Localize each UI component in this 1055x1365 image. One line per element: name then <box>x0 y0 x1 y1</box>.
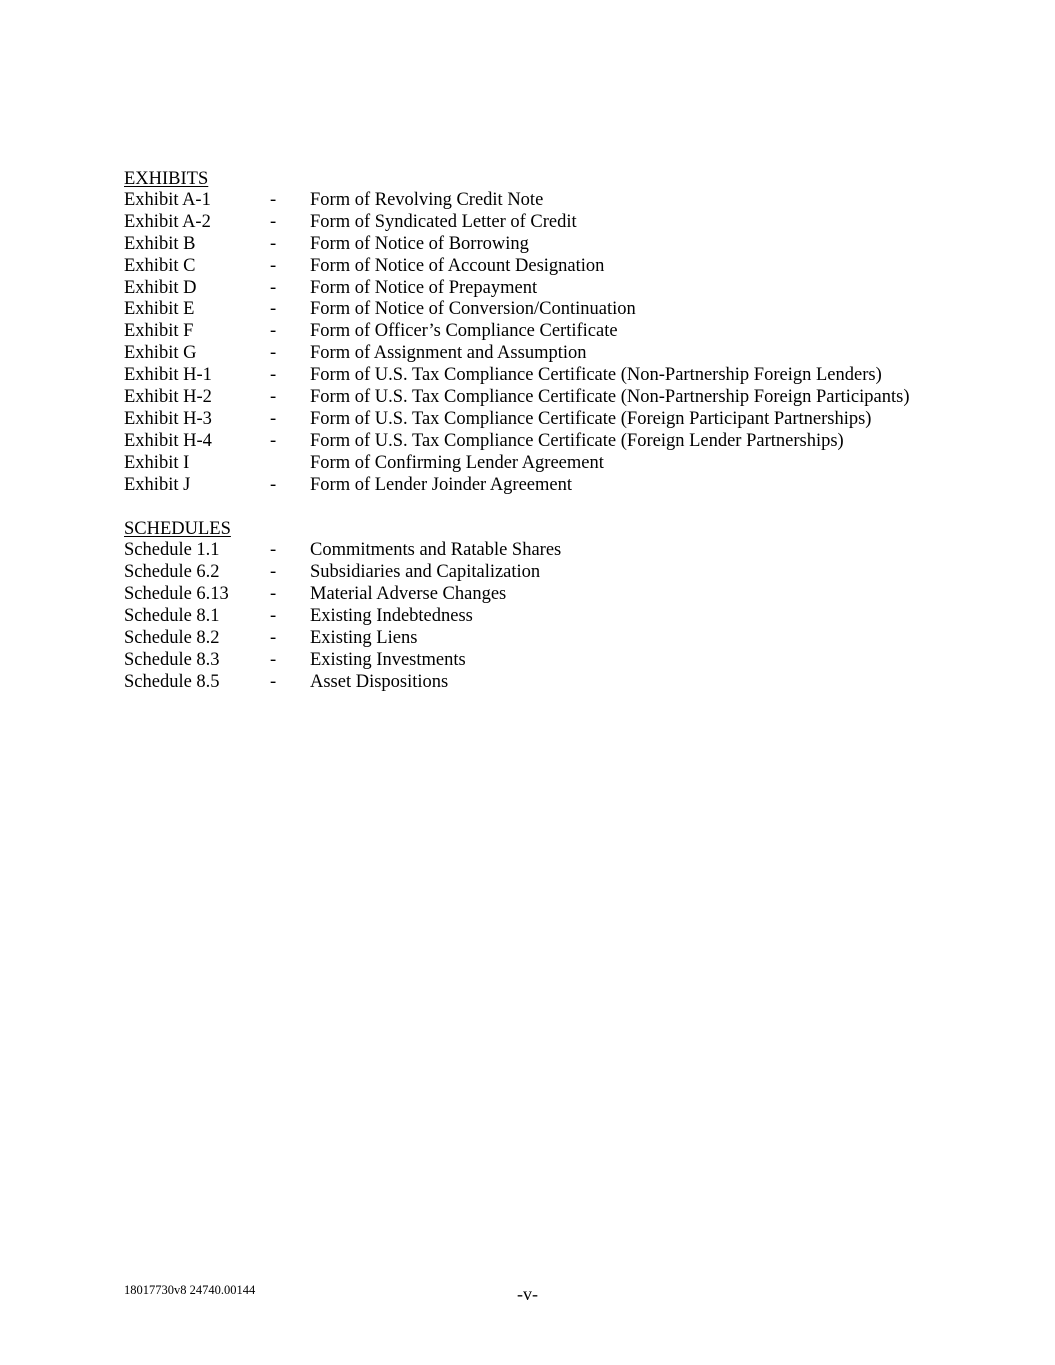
schedule-description: Existing Investments <box>310 649 466 670</box>
schedule-row <box>124 606 1004 628</box>
exhibit-dash: - <box>270 190 277 210</box>
schedule-dash: - <box>270 584 277 605</box>
schedule-row <box>124 628 1004 650</box>
exhibit-description: Form of U.S. Tax Compliance Certificate (Foreign Participant Partnerships) <box>310 408 872 429</box>
exhibit-label: Exhibit D <box>124 277 197 298</box>
document-id: 18017730v8 24740.00144 <box>124 1283 256 1297</box>
exhibit-label: Exhibit A-2 <box>124 211 211 232</box>
exhibit-row <box>124 212 1004 234</box>
schedule-dash: - <box>270 562 277 583</box>
schedule-label: Schedule 8.1 <box>124 606 220 627</box>
exhibit-label: Exhibit J <box>124 474 191 495</box>
schedule-description: Commitments and Ratable Shares <box>310 540 562 561</box>
exhibit-dash: - <box>270 321 277 342</box>
exhibit-label: Exhibit A-1 <box>124 190 211 210</box>
exhibit-description: Form of Revolving Credit Note <box>310 190 544 210</box>
exhibit-label: Exhibit E <box>124 299 195 320</box>
exhibit-dash: - <box>270 211 277 232</box>
schedule-row <box>124 584 1004 606</box>
exhibit-description: Form of Notice of Account Designation <box>310 255 605 276</box>
schedule-label: Schedule 6.13 <box>124 584 229 605</box>
exhibit-label: Exhibit I <box>124 452 190 473</box>
exhibit-row <box>124 321 1004 343</box>
page-number: -v- <box>517 1284 538 1304</box>
schedule-description: Subsidiaries and Capitalization <box>310 562 541 583</box>
schedule-dash: - <box>270 606 277 627</box>
exhibit-description: Form of Notice of Conversion/Continuation <box>310 299 636 320</box>
exhibit-label: Exhibit H-3 <box>124 408 212 429</box>
exhibit-description: Form of Notice of Prepayment <box>310 277 538 298</box>
schedule-label: Schedule 1.1 <box>124 540 220 561</box>
exhibits-heading: EXHIBITS <box>124 169 209 189</box>
exhibit-row <box>124 190 1004 212</box>
exhibit-dash: - <box>270 255 277 276</box>
exhibit-dash: - <box>270 430 277 451</box>
exhibit-description: Form of U.S. Tax Compliance Certificate (Non-Partnership Foreign Participants) <box>310 387 910 408</box>
exhibit-dash: - <box>270 233 277 254</box>
exhibit-row <box>124 387 1004 409</box>
schedule-row <box>124 650 1004 672</box>
schedule-row <box>124 562 1004 584</box>
exhibit-row <box>124 431 1004 453</box>
exhibit-dash: - <box>270 365 277 386</box>
exhibit-row <box>124 278 1004 300</box>
section-spacer <box>124 496 1004 518</box>
exhibit-description: Form of Confirming Lender Agreement <box>310 452 604 473</box>
exhibits-schedules-list <box>124 168 1004 694</box>
exhibit-row <box>124 256 1004 278</box>
exhibit-description: Form of Officer’s Compliance Certificate <box>310 321 618 342</box>
exhibit-description: Form of Syndicated Letter of Credit <box>310 211 577 232</box>
exhibit-description: Form of Notice of Borrowing <box>310 233 529 254</box>
exhibit-description: Form of Lender Joinder Agreement <box>310 474 573 495</box>
exhibit-row <box>124 365 1004 387</box>
schedule-label: Schedule 8.2 <box>124 627 220 648</box>
exhibit-dash: - <box>270 299 277 320</box>
schedule-dash: - <box>270 627 277 648</box>
exhibit-dash: - <box>270 408 277 429</box>
schedule-row <box>124 672 1004 694</box>
exhibit-row <box>124 299 1004 321</box>
exhibit-dash: - <box>270 387 277 408</box>
exhibit-description: Form of U.S. Tax Compliance Certificate (Foreign Lender Partnerships) <box>310 430 844 451</box>
schedule-label: Schedule 8.5 <box>124 671 220 692</box>
exhibit-dash: - <box>270 343 277 364</box>
exhibit-label: Exhibit C <box>124 255 196 276</box>
schedules-heading: SCHEDULES <box>124 519 231 540</box>
exhibit-label: Exhibit H-1 <box>124 365 212 386</box>
schedule-description: Existing Liens <box>310 627 418 648</box>
schedule-dash: - <box>270 649 277 670</box>
exhibit-description: Form of U.S. Tax Compliance Certificate (Non-Partnership Foreign Lenders) <box>310 365 882 386</box>
schedule-description: Material Adverse Changes <box>310 584 507 605</box>
exhibit-label: Exhibit F <box>124 321 194 342</box>
exhibit-label: Exhibit B <box>124 233 196 254</box>
exhibit-row <box>124 234 1004 256</box>
schedule-label: Schedule 6.2 <box>124 562 220 583</box>
exhibit-description: Form of Assignment and Assumption <box>310 343 587 364</box>
exhibit-label: Exhibit H-4 <box>124 430 212 451</box>
exhibit-row <box>124 453 1004 475</box>
schedule-label: Schedule 8.3 <box>124 649 220 670</box>
exhibit-row <box>124 343 1004 365</box>
schedule-description: Existing Indebtedness <box>310 606 473 627</box>
schedule-description: Asset Dispositions <box>310 671 449 692</box>
schedule-dash: - <box>270 671 277 692</box>
exhibit-dash: - <box>270 277 277 298</box>
exhibit-dash: - <box>270 474 277 495</box>
exhibit-label: Exhibit G <box>124 343 197 364</box>
exhibit-label: Exhibit H-2 <box>124 387 212 408</box>
schedule-dash: - <box>270 540 277 561</box>
exhibit-row <box>124 475 1004 497</box>
exhibit-row <box>124 409 1004 431</box>
schedule-row <box>124 540 1004 562</box>
